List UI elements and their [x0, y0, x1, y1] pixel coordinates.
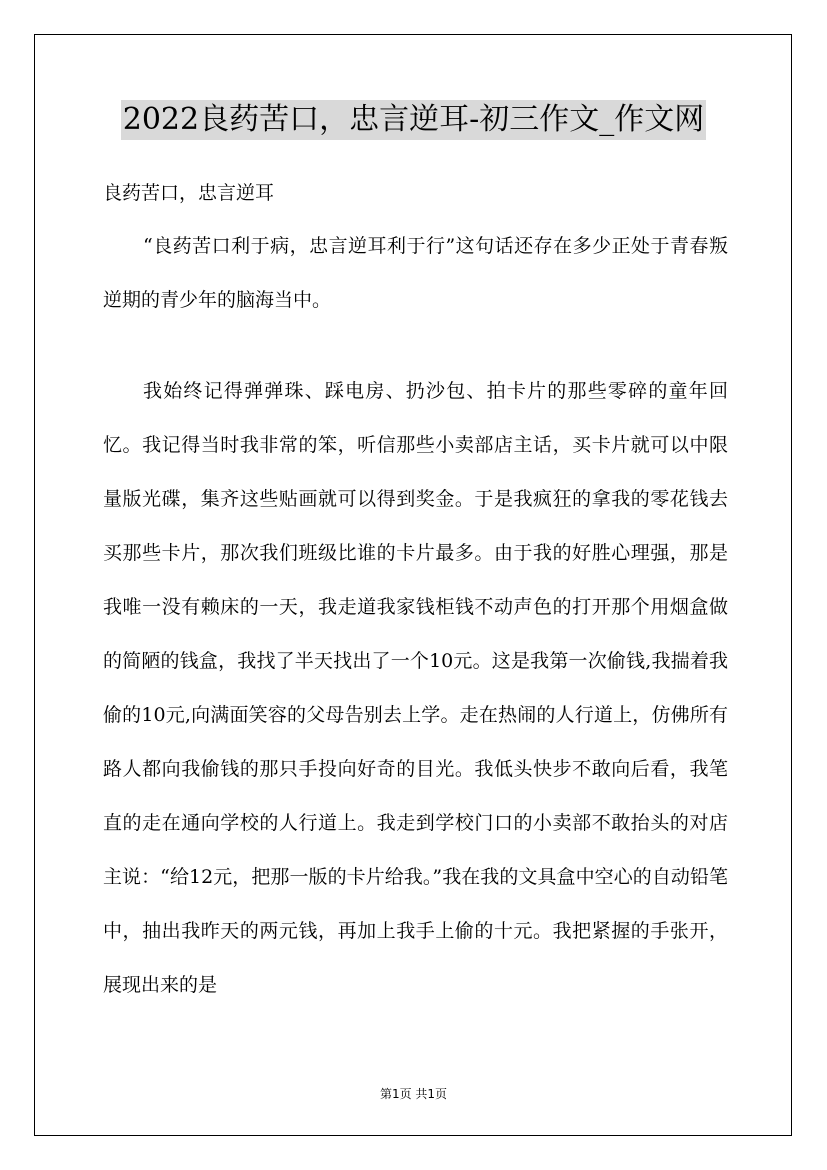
paragraph: 我始终记得弹弹珠、踩电房、扔沙包、拍卡片的那些零碎的童年回忆。我记得当时我非常的笨，听信那些小卖部店主话，买卡片就可以中限量版光碟，集齐这些贴画就可以得到奖金。于是我疯狂的拿我的零花钱去买那些卡片，那次我们班级比谁的卡片最多。由于我的好胜心理强，那是我唯一没有赖床的一天，我走道我家钱柜钱不动声色的打开那个用烟盒做的简陋的钱盒，我找了半天找出了一个10元。这是我第一次偷钱,我揣着我偷的10元,向满面笑容的父母告别去上学。走在热闹的人行道上，仿佛所有路人都向我偷钱的那只手投向好奇的目光。我低头快步不敢向后看，我笔直的走在通向学校的人行道上。我走到学校门口的小卖部不敢抬头的对店主说：“给12元，把那一版的卡片给我。”我在我的文具盒中空心的自动铅笔中，抽出我昨天的两元钱，再加上我手上偷的十元。我把紧握的手张开，展现出来的是 [103, 380, 728, 996]
document-subtitle: 良药苦口，忠言逆耳 [103, 182, 275, 204]
page-number: 第1页 共1页 [379, 1087, 448, 1101]
title-wrap [0, 100, 827, 140]
document-title: 2022良药苦口，忠言逆耳-初三作文_作文网 [121, 100, 706, 140]
document-body [103, 175, 728, 1018]
paragraph: “良药苦口利于病，忠言逆耳利于行”这句话还存在多少正处于青春叛逆期的青少年的脑海当中。 [103, 235, 728, 311]
